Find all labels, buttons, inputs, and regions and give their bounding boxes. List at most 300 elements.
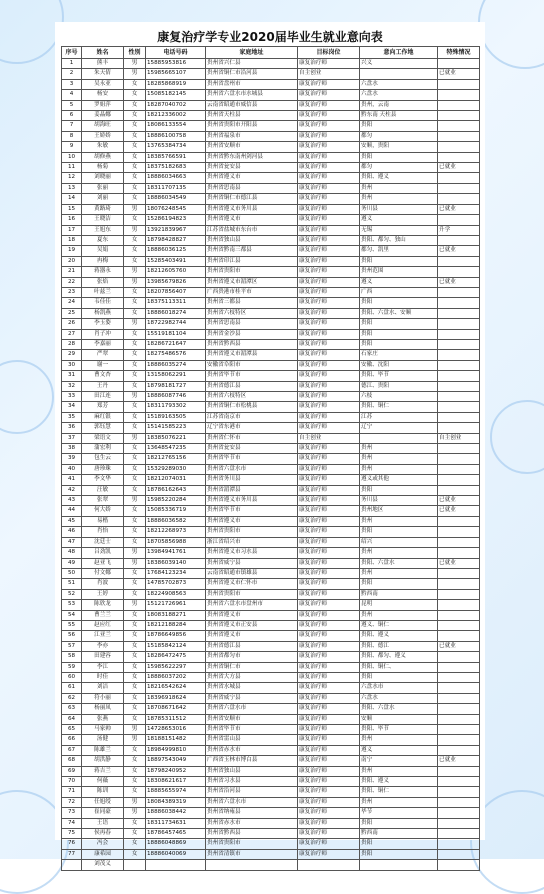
- cell-index: 46: [62, 527, 82, 537]
- cell-target-job: 康复治疗师: [298, 693, 360, 703]
- document-sheet: [55, 22, 485, 868]
- cell-gender: 女: [124, 100, 146, 110]
- cell-special: [438, 256, 480, 266]
- cell-name: 郭钰慧: [82, 423, 124, 433]
- cell-phone: 17684123234: [146, 568, 206, 578]
- cell-special: 已就业: [438, 204, 480, 214]
- cell-index: 61: [62, 683, 82, 693]
- cell-special: [438, 235, 480, 245]
- cell-work-location: 贵阳: [360, 319, 438, 329]
- cell-special: [438, 745, 480, 755]
- cell-special: [438, 402, 480, 412]
- cell-gender: 女: [124, 183, 146, 193]
- cell-address: 贵州省贵阳市: [206, 527, 298, 537]
- cell-phone: 18886036125: [146, 246, 206, 256]
- cell-index: 39: [62, 454, 82, 464]
- cell-index: 68: [62, 756, 82, 766]
- cell-gender: 女: [124, 256, 146, 266]
- cell-phone: 13648547235: [146, 444, 206, 454]
- cell-address: 贵州省毕节市: [206, 454, 298, 464]
- cell-name: 罗姐萍: [82, 100, 124, 110]
- cell-index: 22: [62, 277, 82, 287]
- cell-address: 贵州省六盘水市: [206, 704, 298, 714]
- cell-index: 43: [62, 496, 82, 506]
- cell-index: 26: [62, 319, 82, 329]
- cell-address: 贵州省六盘水市: [206, 797, 298, 807]
- cell-phone: 14785702873: [146, 579, 206, 589]
- cell-index: 32: [62, 381, 82, 391]
- cell-special: [438, 173, 480, 183]
- cell-name: 吴娟: [82, 246, 124, 256]
- cell-gender: 女: [124, 371, 146, 381]
- cell-gender: 女: [124, 683, 146, 693]
- cell-gender: 女: [124, 610, 146, 620]
- cell-name: 朱敏: [82, 142, 124, 152]
- cell-phone: 18212765156: [146, 454, 206, 464]
- cell-gender: 男: [124, 808, 146, 818]
- cell-target-job: 康复治疗师: [298, 246, 360, 256]
- cell-name: 汤健: [82, 735, 124, 745]
- cell-gender: 女: [124, 631, 146, 641]
- table-row: [62, 829, 480, 839]
- cell-address: 贵州省威宁县: [206, 693, 298, 703]
- cell-index: 28: [62, 339, 82, 349]
- cell-phone: 18708671642: [146, 704, 206, 714]
- cell-work-location: 贵阳、六盘水、安顺: [360, 308, 438, 318]
- cell-name: 夏东: [82, 235, 124, 245]
- cell-index: 1: [62, 59, 82, 69]
- cell-gender: 男: [124, 59, 146, 69]
- cell-target-job: 康复治疗师: [298, 454, 360, 464]
- cell-index: 9: [62, 142, 82, 152]
- cell-special: 升学: [438, 225, 480, 235]
- table-row: [62, 287, 480, 297]
- cell-work-location: 贵阳、都匀、遵义: [360, 652, 438, 662]
- cell-name: 马家帅: [82, 725, 124, 735]
- cell-gender: 女: [124, 142, 146, 152]
- cell-special: [438, 215, 480, 225]
- cell-name: 李玉姿: [82, 319, 124, 329]
- cell-work-location: 遵义或其他: [360, 475, 438, 485]
- cell-name: 杨丽凤: [82, 704, 124, 714]
- cell-work-location: 贵阳、遵义: [360, 631, 438, 641]
- cell-target-job: 康复治疗师: [298, 308, 360, 318]
- table-row: [62, 641, 480, 651]
- cell-name: 韦佳佳: [82, 298, 124, 308]
- cell-index: 41: [62, 475, 82, 485]
- cell-special: [438, 568, 480, 578]
- cell-address: 贵州省六盘水市盘州市: [206, 600, 298, 610]
- cell-phone: 18287040702: [146, 100, 206, 110]
- table-row: [62, 173, 480, 183]
- cell-phone: 18385766591: [146, 152, 206, 162]
- cell-name: 肖怡: [82, 527, 124, 537]
- cell-special: [438, 287, 480, 297]
- cell-address: 贵州省六盘水市水城县: [206, 90, 298, 100]
- cell-index: 7: [62, 121, 82, 131]
- cell-gender: 女: [124, 308, 146, 318]
- table-row: [62, 600, 480, 610]
- cell-phone: 14728653016: [146, 725, 206, 735]
- cell-name: 朱天倩: [82, 69, 124, 79]
- cell-phone: 18386039140: [146, 558, 206, 568]
- cell-phone: 18886035274: [146, 360, 206, 370]
- cell-address: 贵州省贵阳市: [206, 267, 298, 277]
- cell-special: [438, 527, 480, 537]
- cell-target-job: 康复治疗师: [298, 756, 360, 766]
- cell-work-location: 广西: [360, 287, 438, 297]
- cell-name: 陈训: [82, 787, 124, 797]
- cell-special: [438, 444, 480, 454]
- cell-special: [438, 464, 480, 474]
- table-row: [62, 433, 480, 443]
- cell-gender: 女: [124, 641, 146, 651]
- cell-special: [438, 662, 480, 672]
- cell-address: 广西贵港市桂平市: [206, 287, 298, 297]
- cell-phone: 13921839967: [146, 225, 206, 235]
- cell-phone: 18798240952: [146, 766, 206, 776]
- cell-target-job: 康复治疗师: [298, 485, 360, 495]
- cell-special: [438, 381, 480, 391]
- cell-work-location: 昆明: [360, 600, 438, 610]
- cell-work-location: 贵州: [360, 735, 438, 745]
- cell-name: 沈廷士: [82, 537, 124, 547]
- cell-index: 8: [62, 131, 82, 141]
- cell-work-location: 贵阳、毕节: [360, 725, 438, 735]
- cell-gender: 男: [124, 277, 146, 287]
- cell-address: 贵州省黔西县: [206, 829, 298, 839]
- table-row: [62, 548, 480, 558]
- cell-phone: 15985622297: [146, 662, 206, 672]
- cell-special: [438, 194, 480, 204]
- header-col-gender: 性别: [124, 47, 146, 59]
- cell-index: 65: [62, 725, 82, 735]
- cell-work-location: 贵阳: [360, 339, 438, 349]
- cell-work-location: 贵阳: [360, 839, 438, 849]
- cell-phone: 18886038442: [146, 808, 206, 818]
- cell-work-location: 贵州: [360, 568, 438, 578]
- cell-name: 叶兹兰: [82, 287, 124, 297]
- cell-target-job: 康复治疗师: [298, 496, 360, 506]
- cell-name: 张丽: [82, 183, 124, 193]
- cell-phone: 13984941761: [146, 548, 206, 558]
- table-row: [62, 756, 480, 766]
- cell-special: [438, 79, 480, 89]
- cell-address: 贵州省遵义市习水县: [206, 548, 298, 558]
- cell-name: 王晓洁: [82, 215, 124, 225]
- cell-target-job: 康复治疗师: [298, 579, 360, 589]
- cell-name: 吴永亚: [82, 79, 124, 89]
- cell-name: 刘茂义: [82, 860, 124, 870]
- cell-target-job: 康复治疗师: [298, 152, 360, 162]
- cell-work-location: 无锡: [360, 225, 438, 235]
- cell-work-location: [360, 69, 438, 79]
- cell-target-job: 自主创业: [298, 69, 360, 79]
- cell-index: 77: [62, 849, 82, 859]
- cell-name: 姜晶娜: [82, 111, 124, 121]
- cell-gender: 女: [124, 412, 146, 422]
- table-row: [62, 693, 480, 703]
- cell-name: 易楷: [82, 516, 124, 526]
- cell-phone: 18886036582: [146, 516, 206, 526]
- cell-address: 贵州省贵阳市开阳县: [206, 121, 298, 131]
- cell-index: 19: [62, 246, 82, 256]
- cell-target-job: 康复治疗师: [298, 371, 360, 381]
- cell-work-location: 贵阳: [360, 121, 438, 131]
- cell-gender: 女: [124, 287, 146, 297]
- cell-work-location: 六盘水: [360, 90, 438, 100]
- table-row: [62, 402, 480, 412]
- cell-phone: 18798181727: [146, 381, 206, 391]
- cell-phone: 18084389319: [146, 797, 206, 807]
- cell-phone: 13985679826: [146, 277, 206, 287]
- cell-address: 贵州省遵义市: [206, 516, 298, 526]
- cell-name: 蒋吉兰: [82, 766, 124, 776]
- cell-address: 贵州省毕节市: [206, 725, 298, 735]
- cell-name: 肖子冲: [82, 329, 124, 339]
- cell-gender: 男: [124, 797, 146, 807]
- cell-index: 27: [62, 329, 82, 339]
- cell-work-location: 都匀: [360, 131, 438, 141]
- cell-work-location: 贵州: [360, 766, 438, 776]
- cell-gender: 女: [124, 620, 146, 630]
- table-row: [62, 777, 480, 787]
- cell-target-job: 康复治疗师: [298, 849, 360, 859]
- table-row: [62, 423, 480, 433]
- cell-name: 杨凯燕: [82, 308, 124, 318]
- cell-index: 2: [62, 69, 82, 79]
- table-row: [62, 329, 480, 339]
- cell-gender: 男: [124, 433, 146, 443]
- table-row: [62, 111, 480, 121]
- cell-target-job: 康复治疗师: [298, 204, 360, 214]
- cell-target-job: 康复治疗师: [298, 298, 360, 308]
- cell-name: 何薇: [82, 777, 124, 787]
- cell-special: [438, 360, 480, 370]
- cell-special: [438, 350, 480, 360]
- cell-address: 贵州省遵义市仁怀市: [206, 579, 298, 589]
- header-col-address: 家庭地址: [206, 47, 298, 59]
- cell-work-location: 安顺，贵阳: [360, 142, 438, 152]
- cell-index: 25: [62, 308, 82, 318]
- cell-target-job: 康复治疗师: [298, 777, 360, 787]
- cell-phone: 18212605760: [146, 267, 206, 277]
- cell-address: 贵州省兴仁县: [206, 59, 298, 69]
- cell-gender: 女: [124, 79, 146, 89]
- table-row: [62, 475, 480, 485]
- cell-gender: 女: [124, 672, 146, 682]
- cell-index: 34: [62, 402, 82, 412]
- cell-index: 4: [62, 90, 82, 100]
- cell-address: 贵州省瓮安县: [206, 444, 298, 454]
- cell-special: [438, 818, 480, 828]
- cell-target-job: 康复治疗师: [298, 787, 360, 797]
- table-row: [62, 339, 480, 349]
- cell-index: 31: [62, 371, 82, 381]
- cell-work-location: 贵阳、德江: [360, 641, 438, 651]
- cell-work-location: 贵州范围: [360, 267, 438, 277]
- cell-index: 5: [62, 100, 82, 110]
- cell-phone: 18086133554: [146, 121, 206, 131]
- table-row: [62, 662, 480, 672]
- cell-name: 赵亚飞: [82, 558, 124, 568]
- cell-name: 汪敏: [82, 485, 124, 495]
- cell-gender: 女: [124, 235, 146, 245]
- document-title: 康复治疗学专业2020届毕业生就业意向表: [157, 30, 383, 44]
- cell-phone: 18886048869: [146, 839, 206, 849]
- cell-special: [438, 339, 480, 349]
- cell-work-location: 黔西南: [360, 589, 438, 599]
- cell-index: 38: [62, 444, 82, 454]
- cell-work-location: 都匀、凯里: [360, 246, 438, 256]
- cell-gender: 女: [124, 787, 146, 797]
- cell-special: [438, 131, 480, 141]
- cell-address: 贵州省遵义市务川县: [206, 204, 298, 214]
- cell-index: 74: [62, 818, 82, 828]
- cell-target-job: 康复治疗师: [298, 423, 360, 433]
- cell-work-location: 贵阳、铜仁、: [360, 662, 438, 672]
- cell-work-location: 贵阳: [360, 849, 438, 859]
- table-row: [62, 256, 480, 266]
- cell-index: 52: [62, 589, 82, 599]
- cell-gender: 女: [124, 704, 146, 714]
- table-row: [62, 100, 480, 110]
- header-col-name: 姓名: [82, 47, 124, 59]
- table-row: [62, 350, 480, 360]
- cell-phone: 15189163505: [146, 412, 206, 422]
- table-row: [62, 527, 480, 537]
- cell-work-location: 安徽、沈阳: [360, 360, 438, 370]
- cell-target-job: 康复治疗师: [298, 59, 360, 69]
- cell-special: [438, 610, 480, 620]
- cell-gender: 女: [124, 454, 146, 464]
- cell-work-location: 遵义、铜仁: [360, 620, 438, 630]
- cell-address: 贵州省六盘水市: [206, 464, 298, 474]
- cell-gender: 女: [124, 298, 146, 308]
- table-row: [62, 152, 480, 162]
- cell-special: [438, 90, 480, 100]
- cell-target-job: 康复治疗师: [298, 215, 360, 225]
- cell-address: 贵州省铜仁市松桃县: [206, 402, 298, 412]
- cell-phone: 15141585223: [146, 423, 206, 433]
- cell-name: 熊丰: [82, 59, 124, 69]
- cell-address: 浙江省绍兴市: [206, 537, 298, 547]
- cell-work-location: 贵阳、遵义: [360, 777, 438, 787]
- table-row: [62, 714, 480, 724]
- cell-phone: 18076248545: [146, 204, 206, 214]
- cell-target-job: 康复治疗师: [298, 589, 360, 599]
- table-row: [62, 620, 480, 630]
- cell-index: 62: [62, 693, 82, 703]
- cell-gender: 女: [124, 589, 146, 599]
- cell-target-job: 康复治疗师: [298, 600, 360, 610]
- cell-target-job: 康复治疗师: [298, 568, 360, 578]
- cell-gender: 男: [124, 496, 146, 506]
- cell-work-location: [360, 433, 438, 443]
- cell-index: 37: [62, 433, 82, 443]
- table-row: [62, 204, 480, 214]
- cell-phone: 15885953816: [146, 59, 206, 69]
- cell-target-job: 康复治疗师: [298, 100, 360, 110]
- cell-address: 贵州省遵义市: [206, 173, 298, 183]
- cell-gender: 女: [124, 693, 146, 703]
- cell-name: 崔同豪: [82, 808, 124, 818]
- cell-gender: 女: [124, 111, 146, 121]
- cell-work-location: 贵州: [360, 516, 438, 526]
- cell-work-location: 贵州: [360, 444, 438, 454]
- cell-special: [438, 620, 480, 630]
- cell-index: 15: [62, 204, 82, 214]
- cell-work-location: 贵阳、遵义: [360, 173, 438, 183]
- cell-special: [438, 142, 480, 152]
- cell-work-location: 务川县: [360, 204, 438, 214]
- cell-address: 贵州省遵义市: [206, 631, 298, 641]
- cell-target-job: 康复治疗师: [298, 111, 360, 121]
- cell-gender: 男: [124, 558, 146, 568]
- swirl-decoration: [490, 400, 544, 474]
- cell-phone: 18311707135: [146, 183, 206, 193]
- cell-address: 贵州省都匀市: [206, 652, 298, 662]
- table-row: [62, 652, 480, 662]
- table-row: [62, 568, 480, 578]
- cell-work-location: 遵义: [360, 215, 438, 225]
- cell-special: 已就业: [438, 277, 480, 287]
- cell-target-job: 康复治疗师: [298, 444, 360, 454]
- cell-target-job: 康复治疗师: [298, 839, 360, 849]
- cell-address: 贵州省三都县: [206, 298, 298, 308]
- cell-gender: 女: [124, 745, 146, 755]
- cell-special: [438, 797, 480, 807]
- cell-gender: 女: [124, 475, 146, 485]
- cell-special: [438, 59, 480, 69]
- cell-special: [438, 860, 480, 870]
- cell-name: 王娇娇: [82, 131, 124, 141]
- table-row: [62, 579, 480, 589]
- cell-gender: 女: [124, 131, 146, 141]
- cell-name: 张翠: [82, 496, 124, 506]
- cell-target-job: 康复治疗师: [298, 527, 360, 537]
- cell-phone: 18885655974: [146, 787, 206, 797]
- cell-special: [438, 631, 480, 641]
- cell-work-location: 贵州: [360, 183, 438, 193]
- cell-special: [438, 152, 480, 162]
- cell-index: 23: [62, 287, 82, 297]
- cell-phone: 18984999810: [146, 745, 206, 755]
- cell-phone: 18375182683: [146, 163, 206, 173]
- table-row: [62, 371, 480, 381]
- cell-phone: 15121726961: [146, 600, 206, 610]
- table-row: [62, 69, 480, 79]
- table-row: [62, 766, 480, 776]
- cell-gender: 男: [124, 225, 146, 235]
- cell-phone: 18886037202: [146, 672, 206, 682]
- table-row: [62, 454, 480, 464]
- cell-special: [438, 485, 480, 495]
- cell-work-location: 贵阳: [360, 152, 438, 162]
- cell-work-location: 贵州，云南: [360, 100, 438, 110]
- cell-index: 42: [62, 485, 82, 495]
- cell-address: 贵州省安顺市: [206, 142, 298, 152]
- table-row: [62, 787, 480, 797]
- cell-target-job: 康复治疗师: [298, 267, 360, 277]
- cell-gender: 女: [124, 527, 146, 537]
- cell-target-job: 康复治疗师: [298, 142, 360, 152]
- cell-index: 20: [62, 256, 82, 266]
- cell-target-job: 康复治疗师: [298, 277, 360, 287]
- cell-gender: 女: [124, 537, 146, 547]
- cell-address: 贵州省务川县: [206, 475, 298, 485]
- table-row: [62, 818, 480, 828]
